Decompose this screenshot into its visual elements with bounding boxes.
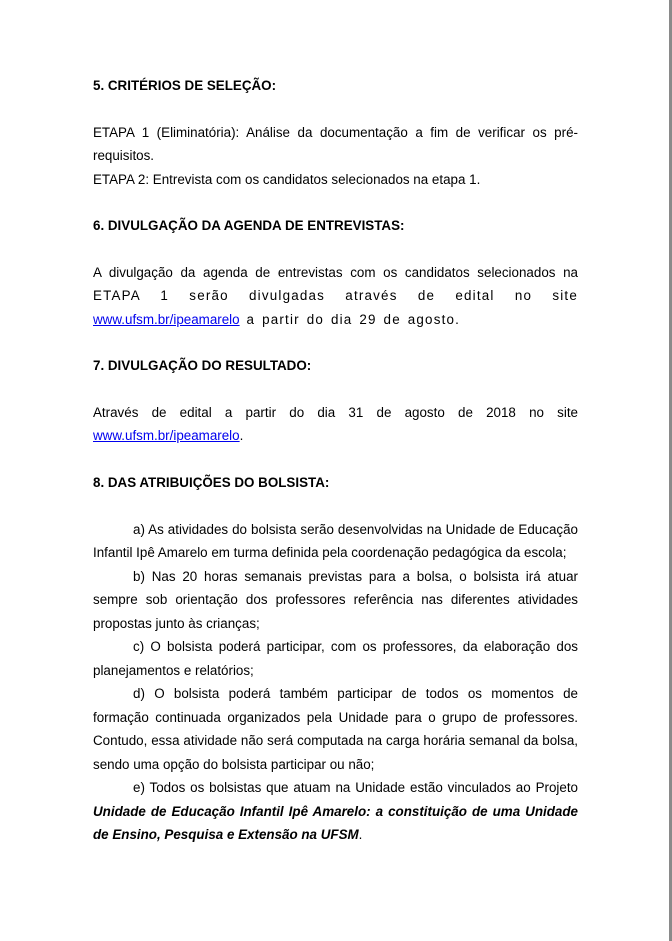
item-d: d) O bolsista poderá também participar de todos os momentos de formação continuada organizados pela Unidade para o grupo de professores. Contudo, essa atividade não será computada na carga horária semanal da bolsa, sendo uma opção do bolsista participar ou não; <box>93 686 578 772</box>
section-6-line-1: A divulgação da agenda de entrevistas com os candidatos selecionados na <box>93 264 578 280</box>
document-body <box>93 74 578 847</box>
ipeamarelo-link-2[interactable]: www.ufsm.br/ipeamarelo <box>93 428 240 443</box>
section-5-title: 5. CRITÉRIOS DE SELEÇÃO: <box>93 78 277 93</box>
etapa-1-line-2: requisitos. <box>93 148 155 163</box>
section-7-line-2 <box>93 424 578 448</box>
section-6-line-2: ETAPA 1 serão divulgadas através de edital no site <box>93 288 578 303</box>
ipeamarelo-link-1[interactable]: www.ufsm.br/ipeamarelo <box>93 311 240 327</box>
etapa-1-line-1: ETAPA 1 (Eliminatória): Análise da documentação a fim de verificar os pré- <box>93 124 578 140</box>
item-e-text: e) Todos os bolsistas que atuam na Unidade estão vinculados ao Projeto <box>133 780 578 795</box>
section-8-title: 8. DAS ATRIBUIÇÕES DO BOLSISTA: <box>93 474 330 490</box>
section-7-link-suffix: . <box>239 428 244 443</box>
section-6-title: 6. DIVULGAÇÃO DA AGENDA DE ENTREVISTAS: <box>93 218 405 233</box>
section-6-line-3 <box>93 308 578 332</box>
item-e-project-title: Unidade de Educação Infantil Ipê Amarelo: a constituição de uma Unidade de Ensino, Pesquisa e Extensão na UFSM <box>93 803 578 842</box>
item-e <box>93 776 578 847</box>
item-e-end: . <box>358 827 363 842</box>
etapa-2-text: ETAPA 2: Entrevista com os candidatos selecionados na etapa 1. <box>93 171 481 187</box>
section-6-line-3-rest: a partir do dia 29 de agosto. <box>239 311 461 327</box>
item-a: a) As atividades do bolsista serão desenvolvidas na Unidade de Educação Infantil Ipê Amarelo em turma definida pela coordenação pedagógica da escola; <box>93 521 578 560</box>
section-7-title: 7. DIVULGAÇÃO DO RESULTADO: <box>93 358 312 373</box>
item-b: b) Nas 20 horas semanais previstas para a bolsa, o bolsista irá atuar sempre sob orientação dos professores referência nas diferentes atividades propostas junto às crianças; <box>93 568 578 631</box>
section-7-line-1: Através de edital a partir do dia 31 de agosto de 2018 no site <box>93 404 578 420</box>
item-c: c) O bolsista poderá participar, com os professores, da elaboração dos planejamentos e relatórios; <box>93 639 578 678</box>
